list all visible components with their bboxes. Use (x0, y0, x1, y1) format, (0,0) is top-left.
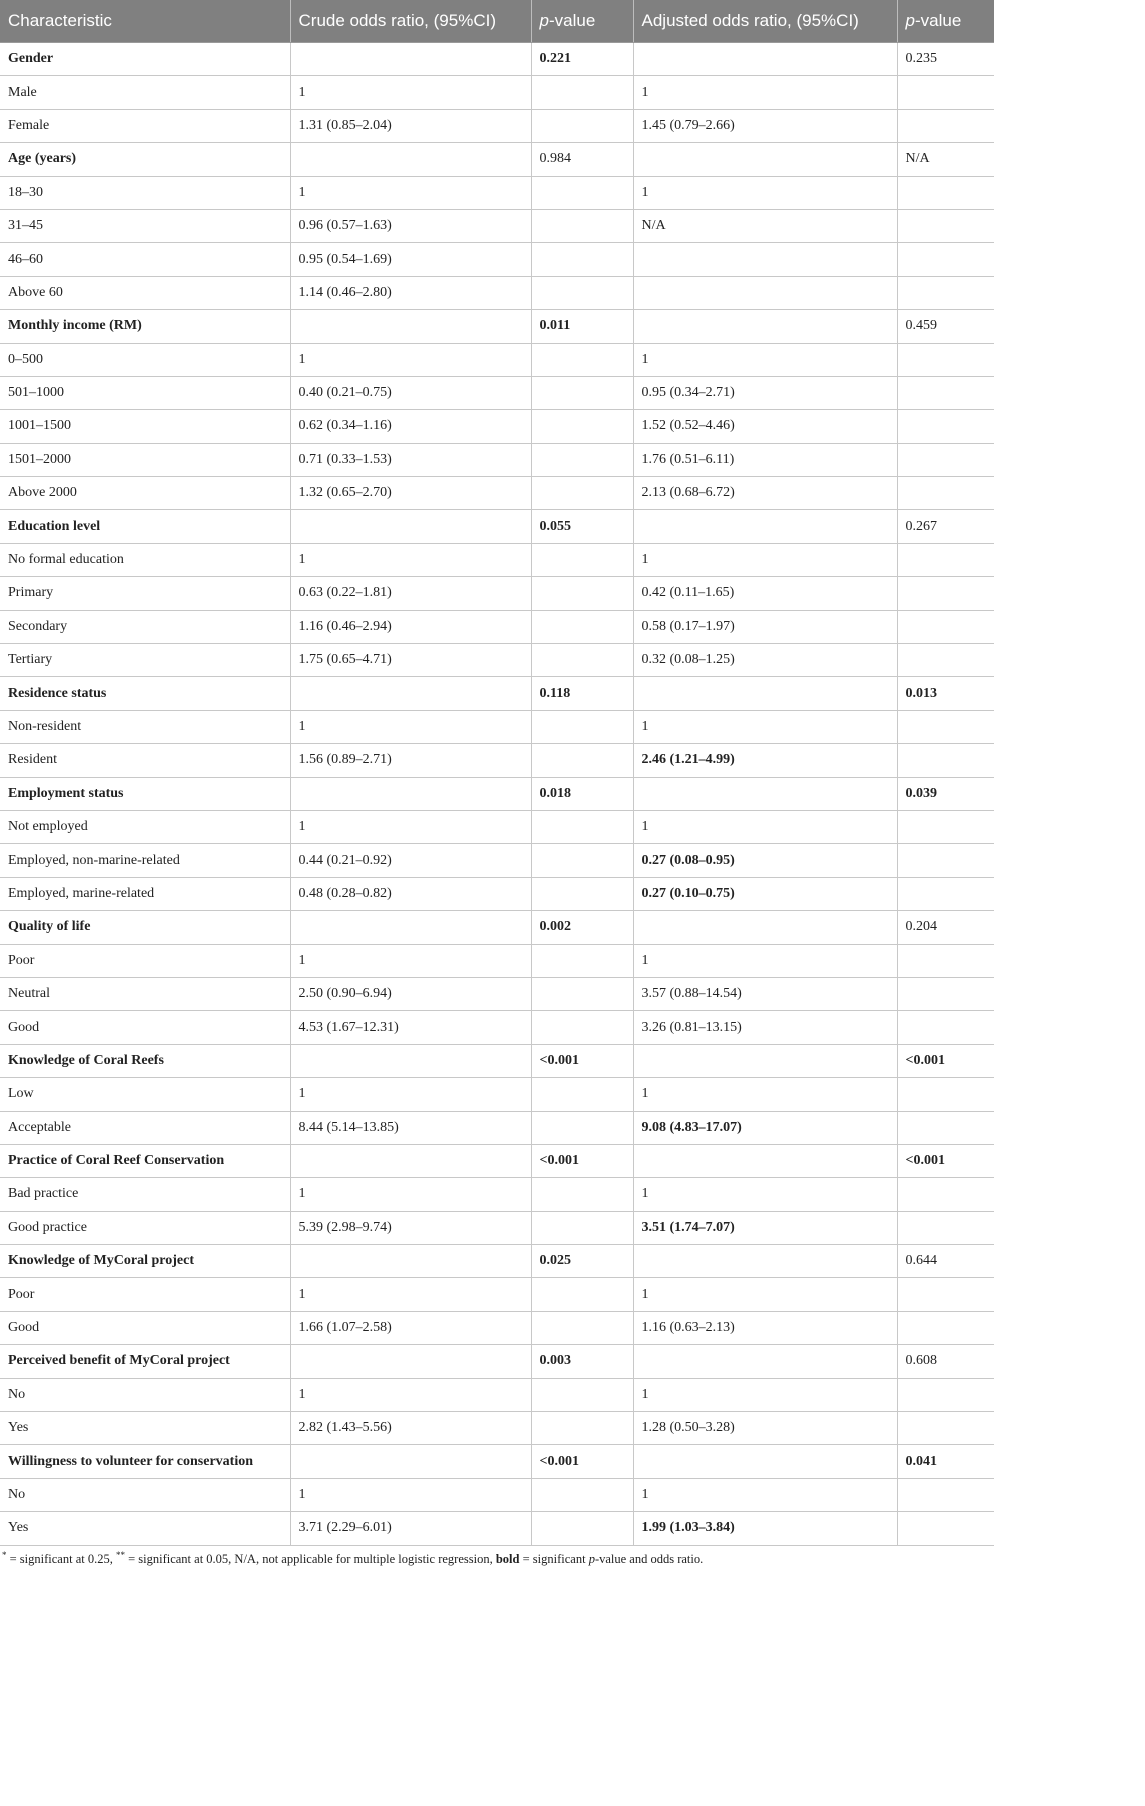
table-row (0, 310, 994, 343)
cell-characteristic: Quality of life (0, 911, 290, 944)
cell-adjusted-odds-ratio (633, 1144, 897, 1177)
cell-adjusted-p-value (897, 1111, 994, 1144)
table-row (0, 977, 994, 1010)
cell-adjusted-odds-ratio: 1 (633, 1478, 897, 1511)
cell-characteristic: No (0, 1378, 290, 1411)
cell-crude-p-value (531, 1311, 633, 1344)
cell-characteristic: Secondary (0, 610, 290, 643)
cell-characteristic: Residence status (0, 677, 290, 710)
cell-crude-p-value (531, 644, 633, 677)
cell-adjusted-odds-ratio: 1 (633, 944, 897, 977)
header-p-italic: p (905, 11, 915, 30)
cell-crude-odds-ratio (290, 911, 531, 944)
cell-crude-odds-ratio (290, 43, 531, 76)
cell-crude-p-value: 0.003 (531, 1345, 633, 1378)
cell-crude-odds-ratio: 1 (290, 76, 531, 109)
footnote-symbol-single: * (2, 1549, 7, 1560)
cell-adjusted-odds-ratio: 0.58 (0.17–1.97) (633, 610, 897, 643)
table-row (0, 1245, 994, 1278)
cell-adjusted-p-value (897, 810, 994, 843)
table-row (0, 1078, 994, 1111)
cell-adjusted-p-value (897, 577, 994, 610)
cell-crude-p-value (531, 977, 633, 1010)
cell-adjusted-odds-ratio: 0.32 (0.08–1.25) (633, 644, 897, 677)
cell-adjusted-odds-ratio: N/A (633, 209, 897, 242)
table-row (0, 143, 994, 176)
cell-characteristic: Acceptable (0, 1111, 290, 1144)
table-row (0, 109, 994, 142)
cell-adjusted-odds-ratio: 3.51 (1.74–7.07) (633, 1211, 897, 1244)
cell-adjusted-p-value (897, 1211, 994, 1244)
cell-adjusted-p-value (897, 477, 994, 510)
cell-crude-p-value: <0.001 (531, 1144, 633, 1177)
cell-adjusted-odds-ratio: 1 (633, 1278, 897, 1311)
table-row (0, 510, 994, 543)
cell-adjusted-odds-ratio: 1 (633, 76, 897, 109)
cell-crude-p-value (531, 477, 633, 510)
cell-crude-odds-ratio: 8.44 (5.14–13.85) (290, 1111, 531, 1144)
cell-characteristic: Tertiary (0, 644, 290, 677)
cell-adjusted-p-value (897, 209, 994, 242)
table-row (0, 343, 994, 376)
cell-crude-p-value (531, 176, 633, 209)
cell-adjusted-odds-ratio (633, 1445, 897, 1478)
cell-characteristic: Non-resident (0, 710, 290, 743)
cell-crude-p-value (531, 877, 633, 910)
cell-crude-p-value (531, 844, 633, 877)
cell-adjusted-odds-ratio: 1.99 (1.03–3.84) (633, 1512, 897, 1545)
cell-characteristic: 46–60 (0, 243, 290, 276)
cell-adjusted-odds-ratio: 3.26 (0.81–13.15) (633, 1011, 897, 1044)
cell-adjusted-p-value (897, 744, 994, 777)
cell-adjusted-p-value: 0.235 (897, 43, 994, 76)
cell-characteristic: Age (years) (0, 143, 290, 176)
cell-adjusted-odds-ratio: 2.13 (0.68–6.72) (633, 477, 897, 510)
cell-crude-p-value (531, 610, 633, 643)
header-crude-odds-ratio: Crude odds ratio, (95%CI) (290, 0, 531, 43)
cell-characteristic: Not employed (0, 810, 290, 843)
cell-crude-p-value (531, 543, 633, 576)
cell-crude-p-value (531, 443, 633, 476)
cell-adjusted-odds-ratio (633, 143, 897, 176)
cell-crude-odds-ratio: 1 (290, 543, 531, 576)
cell-adjusted-p-value (897, 1078, 994, 1111)
cell-adjusted-p-value (897, 1011, 994, 1044)
cell-crude-p-value: 0.055 (531, 510, 633, 543)
table-row (0, 577, 994, 610)
cell-adjusted-p-value (897, 410, 994, 443)
cell-crude-odds-ratio: 2.82 (1.43–5.56) (290, 1412, 531, 1445)
cell-crude-odds-ratio (290, 777, 531, 810)
cell-characteristic: Gender (0, 43, 290, 76)
table-row (0, 644, 994, 677)
cell-crude-p-value (531, 243, 633, 276)
cell-crude-p-value (531, 1178, 633, 1211)
cell-adjusted-p-value (897, 977, 994, 1010)
cell-crude-odds-ratio: 0.44 (0.21–0.92) (290, 844, 531, 877)
cell-crude-odds-ratio: 1 (290, 944, 531, 977)
cell-characteristic: 1001–1500 (0, 410, 290, 443)
cell-adjusted-p-value (897, 543, 994, 576)
cell-crude-p-value (531, 209, 633, 242)
table-row (0, 1278, 994, 1311)
cell-characteristic: Knowledge of Coral Reefs (0, 1044, 290, 1077)
table-row (0, 76, 994, 109)
cell-adjusted-odds-ratio (633, 777, 897, 810)
cell-crude-p-value (531, 410, 633, 443)
cell-adjusted-odds-ratio: 0.42 (0.11–1.65) (633, 577, 897, 610)
header-characteristic: Characteristic (0, 0, 290, 43)
cell-crude-p-value: <0.001 (531, 1044, 633, 1077)
cell-crude-p-value: 0.221 (531, 43, 633, 76)
table-row (0, 810, 994, 843)
footnote-symbol-double: ** (115, 1549, 125, 1560)
header-p-suffix: -value (914, 11, 962, 30)
cell-crude-odds-ratio (290, 1245, 531, 1278)
header-p-italic: p (539, 11, 549, 30)
header-row (0, 0, 994, 43)
cell-crude-odds-ratio (290, 1044, 531, 1077)
cell-adjusted-odds-ratio: 1 (633, 543, 897, 576)
cell-adjusted-p-value (897, 109, 994, 142)
cell-characteristic: Low (0, 1078, 290, 1111)
table-row (0, 1378, 994, 1411)
cell-crude-odds-ratio: 1 (290, 710, 531, 743)
table-row (0, 944, 994, 977)
cell-adjusted-odds-ratio: 1 (633, 710, 897, 743)
cell-adjusted-p-value (897, 1478, 994, 1511)
cell-adjusted-odds-ratio (633, 911, 897, 944)
cell-adjusted-odds-ratio: 0.95 (0.34–2.71) (633, 376, 897, 409)
table-row (0, 1345, 994, 1378)
cell-crude-odds-ratio (290, 1345, 531, 1378)
table-body (0, 43, 994, 1546)
cell-characteristic: Willingness to volunteer for conservation (0, 1445, 290, 1478)
cell-characteristic: Perceived benefit of MyCoral project (0, 1345, 290, 1378)
cell-crude-p-value (531, 944, 633, 977)
cell-characteristic: Employment status (0, 777, 290, 810)
footnote-text: = significant at 0.05, N/A, not applicable for multiple logistic regression, (124, 1551, 496, 1566)
cell-adjusted-p-value (897, 343, 994, 376)
cell-crude-p-value (531, 744, 633, 777)
cell-adjusted-odds-ratio: 1 (633, 810, 897, 843)
cell-adjusted-p-value (897, 1178, 994, 1211)
cell-adjusted-odds-ratio (633, 510, 897, 543)
cell-adjusted-p-value (897, 610, 994, 643)
cell-characteristic: 1501–2000 (0, 443, 290, 476)
cell-adjusted-p-value (897, 76, 994, 109)
cell-adjusted-p-value: 0.459 (897, 310, 994, 343)
cell-adjusted-odds-ratio (633, 43, 897, 76)
cell-crude-odds-ratio: 1.32 (0.65–2.70) (290, 477, 531, 510)
cell-crude-p-value (531, 1412, 633, 1445)
cell-characteristic: Employed, non-marine-related (0, 844, 290, 877)
cell-crude-p-value: 0.984 (531, 143, 633, 176)
table-header (0, 0, 994, 43)
cell-crude-p-value: <0.001 (531, 1445, 633, 1478)
footnote-p-italic: p (588, 1551, 595, 1566)
header-adjusted-p-value (897, 0, 994, 43)
cell-adjusted-p-value: 0.013 (897, 677, 994, 710)
table-row (0, 1311, 994, 1344)
cell-adjusted-p-value (897, 1378, 994, 1411)
cell-adjusted-p-value (897, 944, 994, 977)
cell-characteristic: Practice of Coral Reef Conservation (0, 1144, 290, 1177)
cell-adjusted-odds-ratio: 1.76 (0.51–6.11) (633, 443, 897, 476)
table-row (0, 376, 994, 409)
cell-crude-odds-ratio (290, 310, 531, 343)
cell-adjusted-p-value (897, 276, 994, 309)
table-row (0, 1178, 994, 1211)
cell-crude-odds-ratio: 0.62 (0.34–1.16) (290, 410, 531, 443)
cell-crude-odds-ratio: 1 (290, 1478, 531, 1511)
footnote-text: = significant (519, 1551, 589, 1566)
cell-crude-odds-ratio: 1 (290, 176, 531, 209)
cell-crude-odds-ratio (290, 510, 531, 543)
table-row (0, 877, 994, 910)
table-row (0, 543, 994, 576)
cell-crude-odds-ratio: 1.75 (0.65–4.71) (290, 644, 531, 677)
cell-crude-p-value (531, 109, 633, 142)
cell-characteristic: No formal education (0, 543, 290, 576)
cell-crude-odds-ratio: 1.16 (0.46–2.94) (290, 610, 531, 643)
table-row (0, 443, 994, 476)
cell-crude-p-value (531, 1211, 633, 1244)
cell-crude-p-value: 0.118 (531, 677, 633, 710)
cell-adjusted-p-value (897, 376, 994, 409)
cell-characteristic: Education level (0, 510, 290, 543)
cell-adjusted-odds-ratio: 1 (633, 176, 897, 209)
cell-characteristic: Poor (0, 1278, 290, 1311)
table-row (0, 610, 994, 643)
cell-crude-odds-ratio (290, 1445, 531, 1478)
cell-crude-odds-ratio: 0.63 (0.22–1.81) (290, 577, 531, 610)
cell-adjusted-odds-ratio (633, 1044, 897, 1077)
table-row (0, 43, 994, 76)
cell-adjusted-p-value: 0.644 (897, 1245, 994, 1278)
cell-crude-p-value: 0.011 (531, 310, 633, 343)
table-row (0, 209, 994, 242)
table-row (0, 1044, 994, 1077)
cell-adjusted-p-value: 0.204 (897, 911, 994, 944)
cell-crude-p-value (531, 1512, 633, 1545)
table-row (0, 844, 994, 877)
cell-adjusted-odds-ratio (633, 243, 897, 276)
cell-crude-p-value (531, 577, 633, 610)
header-adjusted-odds-ratio: Adjusted odds ratio, (95%CI) (633, 0, 897, 43)
cell-adjusted-odds-ratio: 1 (633, 1178, 897, 1211)
table-row (0, 1412, 994, 1445)
cell-adjusted-p-value (897, 644, 994, 677)
cell-adjusted-p-value: N/A (897, 143, 994, 176)
cell-characteristic: Good practice (0, 1211, 290, 1244)
cell-characteristic: Neutral (0, 977, 290, 1010)
cell-adjusted-p-value (897, 844, 994, 877)
cell-crude-odds-ratio: 1.14 (0.46–2.80) (290, 276, 531, 309)
cell-adjusted-p-value (897, 1278, 994, 1311)
cell-characteristic: Good (0, 1311, 290, 1344)
cell-adjusted-odds-ratio: 3.57 (0.88–14.54) (633, 977, 897, 1010)
table-row (0, 243, 994, 276)
cell-crude-p-value (531, 76, 633, 109)
cell-adjusted-p-value: 0.041 (897, 1445, 994, 1478)
cell-adjusted-odds-ratio: 1 (633, 1078, 897, 1111)
cell-crude-odds-ratio: 4.53 (1.67–12.31) (290, 1011, 531, 1044)
table-row (0, 1211, 994, 1244)
cell-characteristic: Male (0, 76, 290, 109)
table-row (0, 1445, 994, 1478)
table-row (0, 677, 994, 710)
footnote-bold-word: bold (495, 1551, 520, 1566)
cell-crude-odds-ratio: 2.50 (0.90–6.94) (290, 977, 531, 1010)
cell-adjusted-p-value (897, 1512, 994, 1545)
cell-characteristic: 501–1000 (0, 376, 290, 409)
cell-adjusted-p-value (897, 443, 994, 476)
table-row (0, 1144, 994, 1177)
table-row (0, 777, 994, 810)
cell-characteristic: Primary (0, 577, 290, 610)
cell-crude-odds-ratio: 0.96 (0.57–1.63) (290, 209, 531, 242)
cell-crude-odds-ratio: 0.95 (0.54–1.69) (290, 243, 531, 276)
cell-characteristic: Above 2000 (0, 477, 290, 510)
cell-crude-odds-ratio (290, 677, 531, 710)
cell-adjusted-odds-ratio: 1.28 (0.50–3.28) (633, 1412, 897, 1445)
cell-adjusted-odds-ratio: 0.27 (0.10–0.75) (633, 877, 897, 910)
table-row (0, 1111, 994, 1144)
cell-adjusted-odds-ratio: 1.45 (0.79–2.66) (633, 109, 897, 142)
cell-characteristic: No (0, 1478, 290, 1511)
cell-crude-odds-ratio: 1 (290, 810, 531, 843)
cell-characteristic: Employed, marine-related (0, 877, 290, 910)
cell-adjusted-p-value (897, 1412, 994, 1445)
cell-characteristic: Yes (0, 1412, 290, 1445)
cell-adjusted-odds-ratio: 1.16 (0.63–2.13) (633, 1311, 897, 1344)
cell-characteristic: Female (0, 109, 290, 142)
cell-adjusted-p-value (897, 176, 994, 209)
cell-adjusted-p-value: 0.608 (897, 1345, 994, 1378)
cell-crude-p-value (531, 710, 633, 743)
cell-crude-odds-ratio: 1 (290, 1078, 531, 1111)
cell-crude-odds-ratio: 5.39 (2.98–9.74) (290, 1211, 531, 1244)
cell-adjusted-p-value (897, 877, 994, 910)
cell-crude-odds-ratio (290, 1144, 531, 1177)
cell-characteristic: Resident (0, 744, 290, 777)
table-row (0, 477, 994, 510)
cell-adjusted-odds-ratio (633, 276, 897, 309)
cell-adjusted-odds-ratio: 1 (633, 343, 897, 376)
table-row (0, 710, 994, 743)
table-row (0, 744, 994, 777)
cell-adjusted-odds-ratio (633, 677, 897, 710)
cell-crude-odds-ratio: 1 (290, 1178, 531, 1211)
cell-crude-odds-ratio: 0.40 (0.21–0.75) (290, 376, 531, 409)
cell-crude-p-value (531, 1478, 633, 1511)
cell-crude-p-value (531, 376, 633, 409)
table-row (0, 410, 994, 443)
cell-crude-p-value (531, 276, 633, 309)
cell-crude-odds-ratio: 1 (290, 1278, 531, 1311)
table-row (0, 276, 994, 309)
header-crude-p-value (531, 0, 633, 43)
table-row (0, 911, 994, 944)
cell-crude-p-value (531, 343, 633, 376)
cell-crude-p-value: 0.002 (531, 911, 633, 944)
footnote-text: -value and odds ratio. (594, 1551, 704, 1566)
cell-adjusted-p-value (897, 1311, 994, 1344)
cell-characteristic: Bad practice (0, 1178, 290, 1211)
cell-adjusted-odds-ratio (633, 310, 897, 343)
table-row (0, 1011, 994, 1044)
cell-adjusted-odds-ratio (633, 1345, 897, 1378)
cell-crude-odds-ratio: 0.71 (0.33–1.53) (290, 443, 531, 476)
cell-crude-odds-ratio: 1.66 (1.07–2.58) (290, 1311, 531, 1344)
cell-characteristic: Yes (0, 1512, 290, 1545)
cell-crude-odds-ratio: 1.31 (0.85–2.04) (290, 109, 531, 142)
cell-adjusted-odds-ratio: 1 (633, 1378, 897, 1411)
footnote-text: = significant at 0.25, (6, 1551, 116, 1566)
cell-crude-p-value (531, 1078, 633, 1111)
cell-adjusted-odds-ratio: 0.27 (0.08–0.95) (633, 844, 897, 877)
cell-characteristic: Knowledge of MyCoral project (0, 1245, 290, 1278)
cell-adjusted-p-value: 0.267 (897, 510, 994, 543)
cell-adjusted-p-value: 0.039 (897, 777, 994, 810)
cell-crude-p-value (531, 1278, 633, 1311)
table-row (0, 1512, 994, 1545)
cell-adjusted-p-value (897, 243, 994, 276)
cell-crude-odds-ratio: 1.56 (0.89–2.71) (290, 744, 531, 777)
cell-adjusted-odds-ratio: 9.08 (4.83–17.07) (633, 1111, 897, 1144)
cell-crude-p-value (531, 1011, 633, 1044)
cell-crude-p-value (531, 810, 633, 843)
table-footnote (0, 1549, 994, 1567)
cell-crude-p-value: 0.018 (531, 777, 633, 810)
cell-characteristic: 31–45 (0, 209, 290, 242)
cell-adjusted-p-value: <0.001 (897, 1144, 994, 1177)
cell-crude-odds-ratio: 1 (290, 343, 531, 376)
table-row (0, 176, 994, 209)
cell-adjusted-odds-ratio: 1.52 (0.52–4.46) (633, 410, 897, 443)
cell-crude-odds-ratio (290, 143, 531, 176)
cell-crude-p-value (531, 1111, 633, 1144)
cell-characteristic: Monthly income (RM) (0, 310, 290, 343)
cell-crude-odds-ratio: 3.71 (2.29–6.01) (290, 1512, 531, 1545)
cell-crude-p-value: 0.025 (531, 1245, 633, 1278)
cell-crude-p-value (531, 1378, 633, 1411)
cell-adjusted-odds-ratio: 2.46 (1.21–4.99) (633, 744, 897, 777)
header-p-suffix: -value (548, 11, 596, 30)
cell-adjusted-odds-ratio (633, 1245, 897, 1278)
cell-crude-odds-ratio: 1 (290, 1378, 531, 1411)
cell-adjusted-p-value: <0.001 (897, 1044, 994, 1077)
table-row (0, 1478, 994, 1511)
cell-crude-odds-ratio: 0.48 (0.28–0.82) (290, 877, 531, 910)
cell-adjusted-p-value (897, 710, 994, 743)
cell-characteristic: Above 60 (0, 276, 290, 309)
cell-characteristic: 0–500 (0, 343, 290, 376)
cell-characteristic: 18–30 (0, 176, 290, 209)
cell-characteristic: Good (0, 1011, 290, 1044)
cell-characteristic: Poor (0, 944, 290, 977)
